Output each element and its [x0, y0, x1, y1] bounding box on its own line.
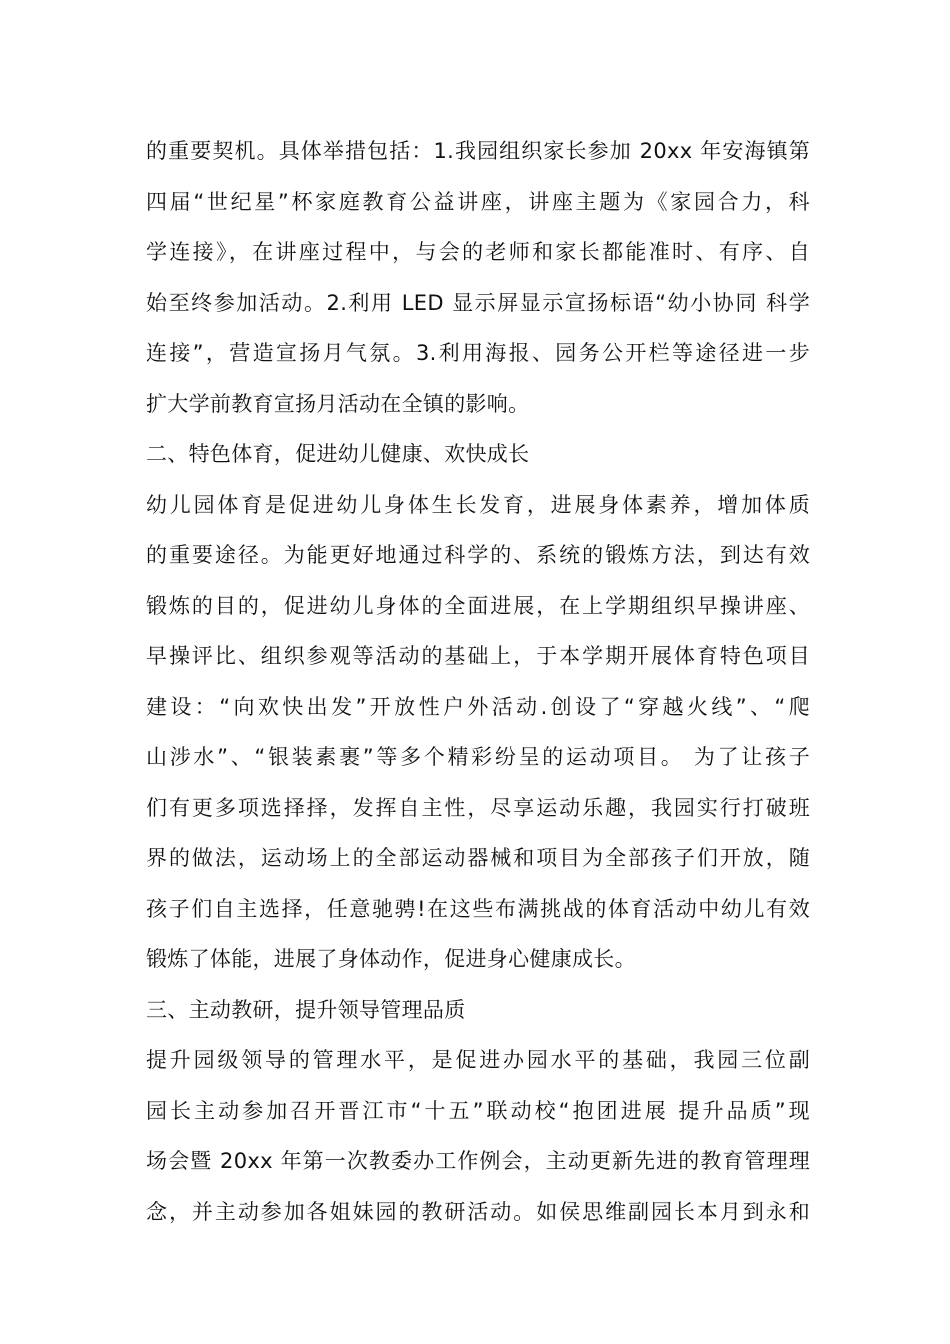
text-line: 的重要途径。为能更好地通过科学的、系统的锻炼方法，到达有效: [146, 543, 810, 567]
section-heading: 三、主动教研，提升领导管理品质: [146, 997, 466, 1022]
document-body: [146, 126, 810, 1237]
text-line: 始至终参加活动。2.利用 LED 显示屏显示宣扬标语“幼小协同 科学: [146, 290, 810, 315]
text-line: 的重要契机。具体举措包括：1.我园组织家长参加 20xx 年安海镇第: [146, 139, 810, 163]
text-line: 念，并主动参加各姐妹园的教研活动。如侯思维副园长本月到永和: [146, 1199, 810, 1224]
text-line: 场会暨 20xx 年第一次教委办工作例会，主动更新先进的教育管理理: [146, 1149, 810, 1173]
text-line: 建设：“向欢快出发”开放性户外活动.创设了“穿越火线”、“爬: [146, 694, 810, 719]
text-line: 园长主动参加召开晋江市“十五”联动校“抱团进展 提升品质”现: [146, 1098, 810, 1123]
text-line: 学连接》，在讲座过程中，与会的老师和家长都能准时、有序、自: [146, 240, 810, 264]
text-line: 山涉水”、“银装素裹”等多个精彩纷呈的运动项目。 为了让孩子: [146, 745, 810, 769]
section-heading: 二、特色体育，促进幼儿健康、欢快成长: [146, 442, 530, 466]
text-line: 幼儿园体育是促进幼儿身体生长发育，进展身体素养，增加体质: [146, 492, 810, 517]
text-line: 连接”，营造宣扬月气氛。3.利用海报、园务公开栏等途径进一步: [146, 341, 810, 365]
text-line: 界的做法，运动场上的全部运动器械和项目为全部孩子们开放，随: [146, 846, 810, 870]
text-line: 早操评比、组织参观等活动的基础上，于本学期开展体育特色项目: [146, 644, 810, 668]
text-line: 提升园级领导的管理水平，是促进办园水平的基础，我园三位副: [146, 1048, 810, 1072]
text-line: 锻炼了体能，进展了身体动作，促进身心健康成长。: [146, 947, 636, 971]
text-line: 们有更多项选择择，发挥自主性，尽享运动乐趣，我园实行打破班: [146, 795, 810, 820]
text-line: 孩子们自主选择，任意驰骋!在这些布满挑战的体育活动中幼儿有效: [146, 896, 810, 921]
text-line: 锻炼的目的，促进幼儿身体的全面进展，在上学期组织早操讲座、: [146, 593, 810, 618]
text-line: 扩大学前教育宣扬月活动在全镇的影响。: [146, 391, 530, 416]
text-line: 四届“世纪星”杯家庭教育公益讲座，讲座主题为《家园合力，科: [146, 189, 810, 214]
